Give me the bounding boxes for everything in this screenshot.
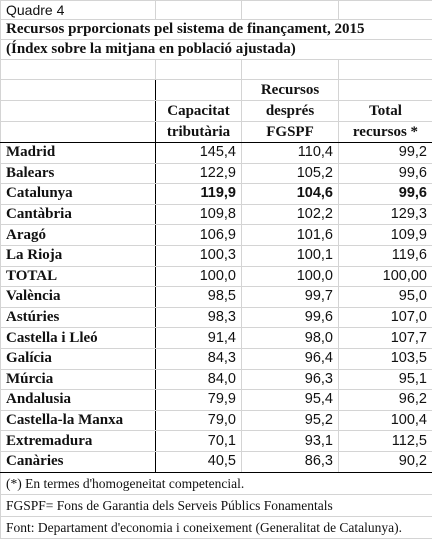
recursos-cell[interactable]: 95,4 [242,390,339,411]
row-name-cell[interactable]: Múrcia [1,369,156,390]
capacitat-cell[interactable]: 79,0 [156,410,242,431]
header-capacitat-line1[interactable]: Capacitat [156,101,242,122]
table-row [1,390,432,411]
recursos-cell[interactable]: 99,6 [242,307,339,328]
total-cell[interactable]: 100,4 [339,410,432,431]
total-cell[interactable]: 100,00 [339,266,432,287]
row-name-cell[interactable]: Extremadura [1,431,156,452]
header-total-line2[interactable]: recursos * [339,122,432,143]
table-row [1,184,432,205]
total-cell[interactable]: 99,6 [339,163,432,184]
total-cell[interactable]: 96,2 [339,390,432,411]
header-recursos-line2[interactable]: després [242,101,339,122]
table-row [1,245,432,266]
recursos-cell[interactable]: 104,6 [242,184,339,205]
header-total-line1[interactable]: Total [339,101,432,122]
header-recursos-line3[interactable]: FGSPF [242,122,339,143]
row-name-cell[interactable]: Aragó [1,225,156,246]
row-name-cell[interactable]: Balears [1,163,156,184]
capacitat-cell[interactable]: 145,4 [156,143,242,164]
table-row [1,287,432,308]
table-row [1,328,432,349]
total-cell[interactable]: 107,0 [339,307,432,328]
total-cell[interactable]: 95,0 [339,287,432,308]
total-cell[interactable]: 99,6 [339,184,432,205]
quadre-label[interactable]: Quadre 4 [1,1,156,20]
table-subtitle[interactable]: (Índex sobre la mitjana en població ajustada) [1,40,432,60]
total-cell[interactable]: 112,5 [339,431,432,452]
total-cell[interactable]: 95,1 [339,369,432,390]
recursos-cell[interactable]: 99,7 [242,287,339,308]
recursos-cell[interactable]: 100,0 [242,266,339,287]
capacitat-cell[interactable]: 84,3 [156,348,242,369]
recursos-cell[interactable]: 96,3 [242,369,339,390]
table-row [1,266,432,287]
row-name-cell[interactable]: Astúries [1,307,156,328]
row-name-cell[interactable]: Madrid [1,143,156,164]
capacitat-cell[interactable]: 106,9 [156,225,242,246]
header-recursos-line1[interactable]: Recursos [242,80,339,101]
table-row [1,369,432,390]
table-row [1,348,432,369]
recursos-cell[interactable]: 101,6 [242,225,339,246]
total-cell[interactable]: 103,5 [339,348,432,369]
recursos-cell[interactable]: 102,2 [242,204,339,225]
table-row [1,225,432,246]
capacitat-cell[interactable]: 84,0 [156,369,242,390]
row-name-cell[interactable]: La Rioja [1,245,156,266]
recursos-cell[interactable]: 100,1 [242,245,339,266]
row-name-cell[interactable]: TOTAL [1,266,156,287]
capacitat-cell[interactable]: 100,0 [156,266,242,287]
total-cell[interactable]: 99,2 [339,143,432,164]
recursos-cell[interactable]: 86,3 [242,451,339,472]
table-row [1,143,432,164]
capacitat-cell[interactable]: 122,9 [156,163,242,184]
footnote[interactable]: FGSPF= Fons de Garantia dels Serveis Públics Fonamentals [1,494,432,516]
recursos-cell[interactable]: 98,0 [242,328,339,349]
row-name-cell[interactable]: Cantàbria [1,204,156,225]
capacitat-cell[interactable]: 40,5 [156,451,242,472]
capacitat-cell[interactable]: 109,8 [156,204,242,225]
capacitat-cell[interactable]: 98,5 [156,287,242,308]
recursos-cell[interactable]: 95,2 [242,410,339,431]
header-capacitat-line2[interactable]: tributària [156,122,242,143]
total-cell[interactable]: 129,3 [339,204,432,225]
capacitat-cell[interactable]: 79,9 [156,390,242,411]
recursos-cell[interactable]: 110,4 [242,143,339,164]
total-cell[interactable]: 107,7 [339,328,432,349]
table-row [1,410,432,431]
table-row [1,451,432,472]
footnote[interactable]: (*) En termes d'homogeneitat competencial. [1,472,432,494]
capacitat-cell[interactable]: 119,9 [156,184,242,205]
capacitat-cell[interactable]: 91,4 [156,328,242,349]
total-cell[interactable]: 109,9 [339,225,432,246]
row-name-cell[interactable]: Andalusia [1,390,156,411]
table-title[interactable]: Recursos prporcionats pel sistema de finançament, 2015 [1,20,432,40]
row-name-cell[interactable]: València [1,287,156,308]
total-cell[interactable]: 119,6 [339,245,432,266]
row-name-cell[interactable]: Catalunya [1,184,156,205]
footnote[interactable]: Font: Departament d'economia i coneixement (Generalitat de Catalunya). [1,516,432,538]
row-name-cell[interactable]: Canàries [1,451,156,472]
total-cell[interactable]: 90,2 [339,451,432,472]
capacitat-cell[interactable]: 70,1 [156,431,242,452]
table-row [1,163,432,184]
table-row [1,431,432,452]
table-row [1,307,432,328]
row-name-cell[interactable]: Castella i Lleó [1,328,156,349]
capacitat-cell[interactable]: 98,3 [156,307,242,328]
table-row [1,204,432,225]
capacitat-cell[interactable]: 100,3 [156,245,242,266]
recursos-cell[interactable]: 96,4 [242,348,339,369]
recursos-cell[interactable]: 93,1 [242,431,339,452]
row-name-cell[interactable]: Galícia [1,348,156,369]
row-name-cell[interactable]: Castella-la Manxa [1,410,156,431]
recursos-cell[interactable]: 105,2 [242,163,339,184]
